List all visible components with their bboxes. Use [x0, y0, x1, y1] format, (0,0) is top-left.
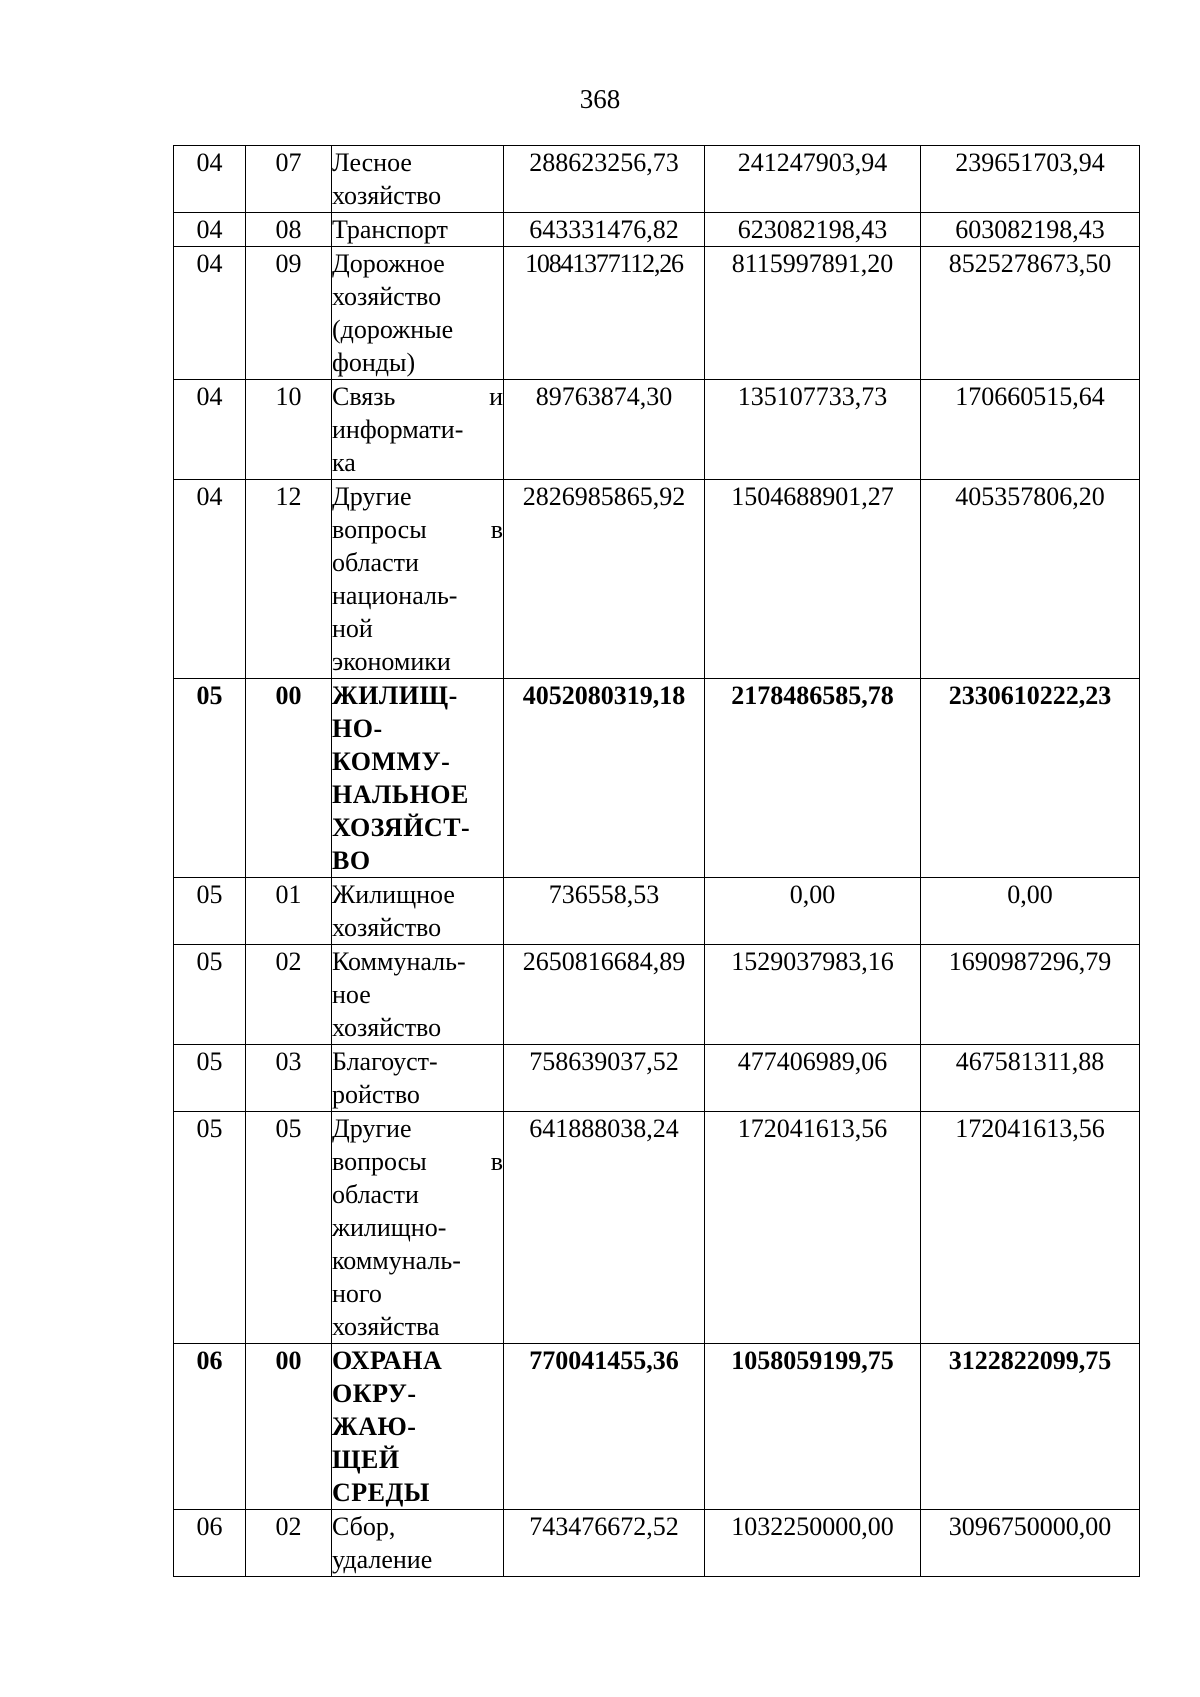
amount-cell-2: 1058059199,75 [705, 1344, 921, 1510]
amount-cell-1: 758639037,52 [504, 1045, 705, 1112]
table-row [174, 213, 1140, 247]
item-name-cell [332, 1510, 504, 1577]
subsection-code-cell: 10 [246, 380, 332, 480]
item-name-line: националь- [332, 581, 458, 610]
page-number: 368 [579, 84, 621, 114]
item-name-line: Дорожное [332, 249, 445, 278]
amount-cell-3: 603082198,43 [921, 213, 1140, 247]
amount-cell-1: 643331476,82 [504, 213, 705, 247]
item-name-cell [332, 679, 504, 878]
item-name-line: жилищно- [332, 1213, 447, 1242]
amount-cell-3: 0,00 [921, 878, 1140, 945]
amount-cell-2: 135107733,73 [705, 380, 921, 480]
item-name-line: информати- [332, 415, 464, 444]
item-name-cell [332, 878, 504, 945]
item-name-line: удаление [332, 1545, 433, 1574]
amount-cell-2: 1504688901,27 [705, 480, 921, 679]
subsection-code-cell: 09 [246, 247, 332, 380]
section-code-cell: 05 [174, 1045, 246, 1112]
section-code-cell: 04 [174, 480, 246, 679]
section-code-cell: 04 [174, 247, 246, 380]
section-code-cell: 04 [174, 380, 246, 480]
item-name-line: ного [332, 1279, 382, 1308]
item-name-line: хозяйство [332, 181, 442, 210]
table-row [174, 1045, 1140, 1112]
item-name-cell [332, 1045, 504, 1112]
item-name-cell [332, 945, 504, 1045]
item-name-word: вопросы [332, 1147, 427, 1176]
amount-cell-3: 170660515,64 [921, 380, 1140, 480]
item-name-line: Другие [332, 1114, 412, 1143]
item-name-line: хозяйство [332, 282, 442, 311]
section-code-cell: 04 [174, 213, 246, 247]
item-name-line: Лесное [332, 148, 412, 177]
subsection-code-cell: 02 [246, 945, 332, 1045]
item-name-word: в [490, 1147, 503, 1176]
item-name-line: Благоуст- [332, 1047, 438, 1076]
amount-cell-2: 8115997891,20 [705, 247, 921, 380]
table-row [174, 945, 1140, 1045]
item-name-line: КОММУ- [332, 747, 451, 776]
item-name-cell [332, 1344, 504, 1510]
item-name-word: Связь [332, 382, 396, 411]
section-code-cell: 06 [174, 1344, 246, 1510]
subsection-code-cell: 12 [246, 480, 332, 679]
amount-cell-1: 770041455,36 [504, 1344, 705, 1510]
item-name-word: в [490, 515, 503, 544]
section-code-cell: 05 [174, 1112, 246, 1344]
amount-cell-3: 239651703,94 [921, 146, 1140, 213]
subsection-code-cell: 00 [246, 1344, 332, 1510]
section-code-cell: 05 [174, 679, 246, 878]
table-row [174, 1510, 1140, 1577]
amount-cell-1: 10841377112,26 [504, 247, 705, 380]
amount-cell-1: 2826985865,92 [504, 480, 705, 679]
amount-cell-2: 172041613,56 [705, 1112, 921, 1344]
item-name-line: коммуналь- [332, 1246, 461, 1275]
item-name-word: и [489, 382, 503, 411]
item-name-line: ОХРАНА [332, 1346, 443, 1375]
item-name-cell [332, 146, 504, 213]
section-code-cell: 06 [174, 1510, 246, 1577]
subsection-code-cell: 02 [246, 1510, 332, 1577]
table-row [174, 146, 1140, 213]
item-name-line: ное [332, 980, 371, 1009]
item-name-word: вопросы [332, 515, 427, 544]
amount-cell-1: 288623256,73 [504, 146, 705, 213]
item-name-line: ЩЕЙ [332, 1445, 400, 1474]
amount-cell-3: 3096750000,00 [921, 1510, 1140, 1577]
amount-cell-3: 405357806,20 [921, 480, 1140, 679]
item-name-line: хозяйство [332, 1013, 442, 1042]
table-row [174, 1112, 1140, 1344]
table-row [174, 679, 1140, 878]
amount-cell-1: 2650816684,89 [504, 945, 705, 1045]
subsection-code-cell: 08 [246, 213, 332, 247]
item-name-line [332, 513, 503, 546]
table-row [174, 380, 1140, 480]
item-name-line: НАЛЬНОЕ [332, 780, 469, 809]
item-name-line: (дорожные [332, 315, 454, 344]
budget-table [173, 145, 1140, 1577]
amount-cell-2: 241247903,94 [705, 146, 921, 213]
item-name-line: ЖИЛИЩ- [332, 681, 458, 710]
amount-cell-3: 2330610222,23 [921, 679, 1140, 878]
item-name-line: Сбор, [332, 1512, 396, 1541]
item-name-line: ной [332, 614, 373, 643]
section-code-cell: 04 [174, 146, 246, 213]
amount-cell-2: 1529037983,16 [705, 945, 921, 1045]
amount-cell-2: 623082198,43 [705, 213, 921, 247]
item-name-line: области [332, 1180, 419, 1209]
subsection-code-cell: 05 [246, 1112, 332, 1344]
item-name-cell [332, 1112, 504, 1344]
amount-cell-2: 2178486585,78 [705, 679, 921, 878]
item-name-line [332, 1145, 503, 1178]
item-name-line: экономики [332, 647, 451, 676]
table-row [174, 247, 1140, 380]
amount-cell-3: 172041613,56 [921, 1112, 1140, 1344]
item-name-line: фонды) [332, 348, 416, 377]
amount-cell-2: 0,00 [705, 878, 921, 945]
budget-table-body [174, 146, 1140, 1577]
amount-cell-1: 743476672,52 [504, 1510, 705, 1577]
table-row [174, 480, 1140, 679]
amount-cell-3: 3122822099,75 [921, 1344, 1140, 1510]
section-code-cell: 05 [174, 878, 246, 945]
amount-cell-3: 467581311,88 [921, 1045, 1140, 1112]
item-name-line: области [332, 548, 419, 577]
item-name-line: ВО [332, 846, 371, 875]
item-name-line: СРЕДЫ [332, 1478, 430, 1507]
amount-cell-3: 8525278673,50 [921, 247, 1140, 380]
item-name-cell [332, 380, 504, 480]
item-name-line: хозяйство [332, 913, 442, 942]
subsection-code-cell: 01 [246, 878, 332, 945]
item-name-line: ЖАЮ- [332, 1412, 417, 1441]
table-row [174, 1344, 1140, 1510]
item-name-cell [332, 480, 504, 679]
item-name-line: ОКРУ- [332, 1379, 417, 1408]
table-row [174, 878, 1140, 945]
subsection-code-cell: 07 [246, 146, 332, 213]
item-name-line: ХОЗЯЙСТ- [332, 813, 471, 842]
item-name-line: Жилищное [332, 880, 455, 909]
amount-cell-1: 736558,53 [504, 878, 705, 945]
item-name-line: Транспорт [332, 215, 448, 244]
amount-cell-1: 4052080319,18 [504, 679, 705, 878]
item-name-line: Коммуналь- [332, 947, 466, 976]
subsection-code-cell: 00 [246, 679, 332, 878]
item-name-cell [332, 247, 504, 380]
item-name-line: ройство [332, 1080, 420, 1109]
amount-cell-2: 1032250000,00 [705, 1510, 921, 1577]
item-name-line: Другие [332, 482, 412, 511]
item-name-line: ка [332, 448, 356, 477]
amount-cell-1: 641888038,24 [504, 1112, 705, 1344]
amount-cell-3: 1690987296,79 [921, 945, 1140, 1045]
amount-cell-1: 89763874,30 [504, 380, 705, 480]
item-name-line: НО- [332, 714, 383, 743]
item-name-line [332, 380, 503, 413]
section-code-cell: 05 [174, 945, 246, 1045]
item-name-line: хозяйства [332, 1312, 440, 1341]
amount-cell-2: 477406989,06 [705, 1045, 921, 1112]
item-name-cell [332, 213, 504, 247]
subsection-code-cell: 03 [246, 1045, 332, 1112]
